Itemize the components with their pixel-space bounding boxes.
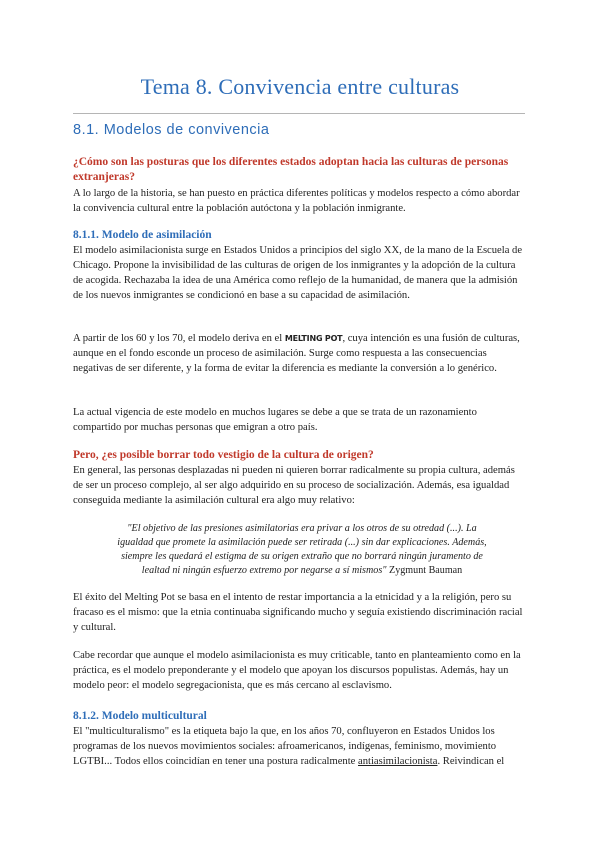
assimilation-paragraph-2-start: A partir de los 60 y los 70, el modelo deriva en el bbox=[73, 333, 285, 344]
page-title: Tema 8. Convivencia entre culturas bbox=[140, 74, 460, 99]
origin-paragraph: En general, las personas desplazadas ni pueden ni quieren borrar radicalmente su propia cultura, además de ser un proceso complejo, al ser algo adquirido en su proceso de socialización. Además, esa igualdad conseguida mediante la asimilación cultural era algo muy relativo: bbox=[73, 465, 515, 506]
section-heading: 8.1. Modelos de convivencia bbox=[73, 122, 270, 138]
quote-text: "El objetivo de las presiones asimilatorias era privar a los otros de su otredad (...). La igualdad que promete la asimilación puede ser retirada (...) sin dar explicaciones. Además, siempre les quedará el estigma de su origen extraño que no borrará ningún juramento de lealtad ni ningún esfuerzo extremo por negarse a sí mismos" bbox=[117, 523, 487, 576]
assimilation-paragraph-3: La actual vigencia de este modelo en muchos lugares se debe a que se trata de un razonamiento compartido por muchas personas que emigran a otro país. bbox=[73, 407, 477, 433]
multicultural-paragraph-end: . Reivindican el bbox=[437, 756, 505, 767]
multicultural-paragraph bbox=[73, 724, 525, 769]
multicultural-paragraph-start: El "multiculturalismo" es la etiqueta bajo la que, en los años 70, confluyeron en Estados Unidos los programas de los nuevos movimientos sociales: afroamericanos, indígenas, feminismo, movimiento LGTBI... Todos ellos coincidían en tener una postura radicalmente bbox=[73, 726, 497, 767]
assimilation-paragraph-2 bbox=[73, 331, 525, 376]
criticism-paragraph: Cabe recordar que aunque el modelo asimilacionista es muy criticable, tanto en planteamiento como en la práctica, es el modelo preponderante y el modelo que apoyan los discursos populistas. Además, hay un modelo peor: el modelo segregacionista, que es más cercano al esclavismo. bbox=[73, 650, 521, 691]
title-divider bbox=[73, 113, 525, 114]
bauman-quote bbox=[112, 522, 492, 578]
question-heading-origin: Pero, ¿es posible borrar todo vestigio de la cultura de origen? bbox=[73, 449, 374, 461]
assimilation-paragraph-1: El modelo asimilacionista surge en Estados Unidos a principios del siglo XX, de la mano de la Escuela de Chicago. Propone la invisibilidad de las culturas de origen de los inmigrantes y la adopción de la cultura de acogida. Rechazaba la idea de una América como reflejo de la humanidad, de manera que la admisión de los nuevos inmigrantes se condicionó en base a su capacidad de asimilación. bbox=[73, 245, 523, 301]
question-heading-postures: ¿Cómo son las posturas que los diferentes estados adoptan hacia las culturas de personas extranjeras? bbox=[73, 156, 509, 183]
assimilation-heading: 8.1.1. Modelo de asimilación bbox=[73, 229, 212, 241]
assimilation-paragraph-2-end: , cuya intención es una fusión de culturas, aunque en el fondo esconde un proceso de asimilación. Surge como respuesta a las consecuencias negativas de ser diferente, y la forma de evitar la diferencia es mediante la conversión a lo genérico. bbox=[73, 333, 520, 374]
melting-pot-term: MELTING POT bbox=[284, 334, 343, 343]
intro-paragraph: A lo largo de la historia, se han puesto en práctica diferentes políticas y modelos respecto a cómo abordar la convivencia cultural entre la población autóctona y la población inmigrante. bbox=[73, 188, 520, 214]
antiassimilationist-term: antiasimilacionista bbox=[358, 756, 438, 767]
multicultural-heading: 8.1.2. Modelo multicultural bbox=[73, 710, 207, 722]
melting-pot-paragraph: El éxito del Melting Pot se basa en el intento de restar importancia a la etnicidad y a la religión, pero su fracaso es el mismo: que la etnia continuaba significando mucho y seguía existiendo discriminación racial y cultural. bbox=[73, 592, 523, 633]
quote-author: Zygmunt Bauman bbox=[389, 565, 463, 576]
